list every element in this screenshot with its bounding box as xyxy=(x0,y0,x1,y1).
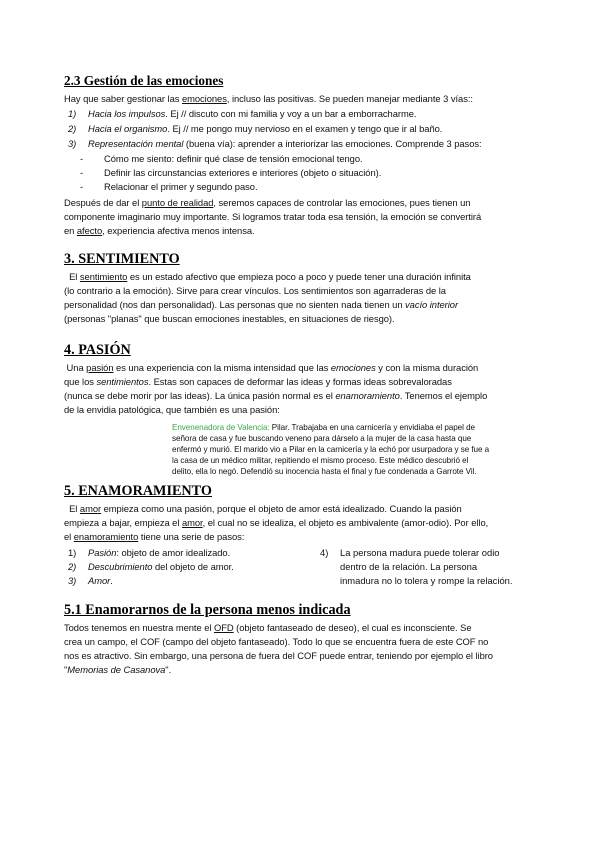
text-span: , experiencia afectiva menos intensa. xyxy=(102,225,255,236)
list-item-4-cont: dentro de la relación. La persona xyxy=(340,561,478,572)
paragraph-line: crea un campo, el COF (campo del objeto fantaseado). Todo lo que se encuentra fuera de este COF no xyxy=(64,636,489,647)
list-number: 2) xyxy=(68,123,77,134)
quote-line: delito, ella lo negó. Defendió su inocencia hasta el final y fue condenada a Garrote Vil. xyxy=(172,467,477,476)
quote-label: Envenenadora de Valencia: xyxy=(172,423,270,432)
paragraph-line xyxy=(64,531,244,543)
italic-term: vacío interior xyxy=(405,299,459,310)
list-text: (buena vía): aprender a interiorizar las emociones. Comprende 3 pasos: xyxy=(183,138,482,149)
paragraph-line xyxy=(64,376,452,388)
sub-list-text: Definir las circunstancias exteriores e interiores (objeto o situación). xyxy=(104,167,382,178)
section-heading-3: 3. SENTIMIENTO xyxy=(64,251,180,267)
paragraph-line xyxy=(64,93,473,105)
section-heading-5: 5. ENAMORAMIENTO xyxy=(64,483,212,499)
list-text: : objeto de amor idealizado. xyxy=(116,547,231,558)
list-number: 3) xyxy=(68,138,77,149)
underlined-term: amor xyxy=(181,517,203,528)
sub-list-item xyxy=(80,181,258,193)
list-item xyxy=(68,575,113,587)
text-span: personalidad (nos dan personalidad). Las personas que no sienten nada tienen un xyxy=(64,299,406,310)
text-span: Después de dar el xyxy=(64,197,142,208)
list-text: . Ej // me pongo muy nervioso en el examen y tengo que ir al baño. xyxy=(167,123,443,134)
paragraph-line xyxy=(64,362,478,374)
underlined-term: punto de realidad xyxy=(141,197,214,208)
text-span: Hay que saber gestionar las xyxy=(64,93,182,104)
paragraph-line xyxy=(64,225,255,237)
section-heading-5-1: 5.1 Enamorarnos de la persona menos indicada xyxy=(64,602,351,618)
underlined-term: amor xyxy=(79,503,102,514)
paragraph-line xyxy=(64,197,470,209)
italic-term: sentimientos xyxy=(96,376,149,387)
list-text: . Ej // discuto con mi familia y voy a un bar a emborracharme. xyxy=(165,108,417,119)
section-heading-2-3: 2.3 Gestión de las emociones xyxy=(64,73,224,88)
text-span: el xyxy=(64,531,74,542)
paragraph-line xyxy=(64,622,471,634)
text-span: empieza a bajar, empieza el xyxy=(64,517,182,528)
list-item xyxy=(68,108,416,120)
list-label: Hacia el organismo xyxy=(88,123,168,134)
paragraph-line xyxy=(64,664,171,676)
italic-term: emociones xyxy=(330,362,376,373)
text-span: es un estado afectivo que empieza poco a poco y puede tener una duración infinita xyxy=(127,271,471,282)
quote-line: enfermó y murió. El marido vio a Pilar en la carnicería y la echó por usurpadora y se fue a xyxy=(172,445,490,454)
underlined-term: sentimiento xyxy=(79,271,128,282)
dash-bullet: - xyxy=(80,167,84,178)
sub-list-text: Cómo me siento: definir qué clase de tensión emocional tengo. xyxy=(104,153,363,164)
list-text: . xyxy=(110,575,113,586)
underlined-term: OFD xyxy=(213,622,234,633)
list-item xyxy=(68,138,482,150)
italic-term: Memorias de Casanova xyxy=(67,664,166,675)
list-text: del objeto de amor. xyxy=(152,561,234,572)
list-number: 1) xyxy=(68,547,77,558)
paragraph-line xyxy=(64,503,462,515)
text-span: . Estas son capaces de deformar las ideas y formas ideas sobrevaloradas xyxy=(148,376,452,387)
text-span: ". xyxy=(165,664,172,675)
paragraph-line xyxy=(64,390,487,402)
underlined-term: pasión xyxy=(86,362,114,373)
list-text: La persona madura puede tolerar odio xyxy=(340,547,500,558)
text-span: El xyxy=(64,271,80,282)
text-span: tiene una serie de pasos: xyxy=(138,531,245,542)
list-item xyxy=(68,123,442,135)
text-span: (nunca se debe morir por las ideas). La única pasión normal es el xyxy=(64,390,336,401)
dash-bullet: - xyxy=(80,153,84,164)
list-label: Hacia los impulsos xyxy=(88,108,166,119)
list-number: 3) xyxy=(68,575,77,586)
list-item-4 xyxy=(320,547,500,559)
text-span: y con la misma duración xyxy=(375,362,479,373)
paragraph-line: (lo contrario a la emoción). Sirve para crear vínculos. Los sentimientos son agarraderas de la xyxy=(64,285,446,296)
text-span: Todos tenemos en nuestra mente el xyxy=(64,622,214,633)
underlined-term: enamoramiento xyxy=(73,531,139,542)
text-span: , el cual no se idealiza, el objeto es ambivalente (amor-odio). Por ello, xyxy=(202,517,489,528)
underlined-term: afecto xyxy=(76,225,103,236)
list-item xyxy=(68,547,230,559)
text-span: Pilar. Trabajaba en una carnicería y envidiaba el papel de xyxy=(269,423,475,432)
paragraph-line xyxy=(64,517,488,529)
dash-bullet: - xyxy=(80,181,84,192)
paragraph-line: (personas "planas" que buscan emociones inestables, en situaciones de riesgo). xyxy=(64,313,395,324)
text-span: que los xyxy=(64,376,97,387)
text-span: Una xyxy=(64,362,87,373)
text-span: empieza como una pasión, porque el objeto de amor está idealizado. Cuando la pasión xyxy=(101,503,462,514)
section-heading-4: 4. PASIÓN xyxy=(64,342,131,358)
sub-list-item xyxy=(80,167,381,179)
paragraph-line: nos es atractivo. Sin embargo, una persona de fuera del COF puede entrar, teniendo por ejemplo el libro xyxy=(64,650,493,661)
text-span: , incluso las positivas. Se pueden manejar mediante 3 vías:: xyxy=(226,93,473,104)
list-number: 4) xyxy=(320,547,329,558)
text-span: " xyxy=(64,664,68,675)
text-span: , seremos capaces de controlar las emociones, pues tienen un xyxy=(213,197,471,208)
list-number: 2) xyxy=(68,561,77,572)
paragraph-line: componente imaginario muy importante. Si logramos tratar toda esa tensión, la emoción se convertirá xyxy=(64,211,482,222)
sub-list-text: Relacionar el primer y segundo paso. xyxy=(104,181,258,192)
list-label: Representación mental xyxy=(88,138,184,149)
text-span: en xyxy=(64,225,77,236)
paragraph-line: de la envidia patológica, que también es una pasión: xyxy=(64,404,280,415)
underlined-term: emociones xyxy=(181,93,227,104)
list-label: Amor xyxy=(88,575,111,586)
quote-line: la casa de un médico militar, repitiendo el mismo proceso. Este médico descubrió el xyxy=(172,456,469,465)
paragraph-line xyxy=(64,299,458,311)
text-span: (objeto fantaseado de deseo), el cual es inconsciente. Se xyxy=(233,622,472,633)
text-span: es una experiencia con la misma intensidad que las xyxy=(113,362,331,373)
quote-line: señora de casa y fue buscando veneno para dárselo a la mujer de la casa hasta que xyxy=(172,434,472,443)
italic-term: enamoramiento xyxy=(335,390,400,401)
paragraph-line xyxy=(64,271,471,283)
text-span: El xyxy=(64,503,80,514)
list-item xyxy=(68,561,234,573)
sub-list-item xyxy=(80,153,363,165)
quote-line xyxy=(172,423,475,434)
list-number: 1) xyxy=(68,108,77,119)
list-label: Descubrimiento xyxy=(88,561,153,572)
list-label: Pasión xyxy=(88,547,117,558)
text-span: . Tenemos el ejemplo xyxy=(399,390,488,401)
list-item-4-cont: inmadura no lo tolera y rompe la relación. xyxy=(340,575,513,586)
